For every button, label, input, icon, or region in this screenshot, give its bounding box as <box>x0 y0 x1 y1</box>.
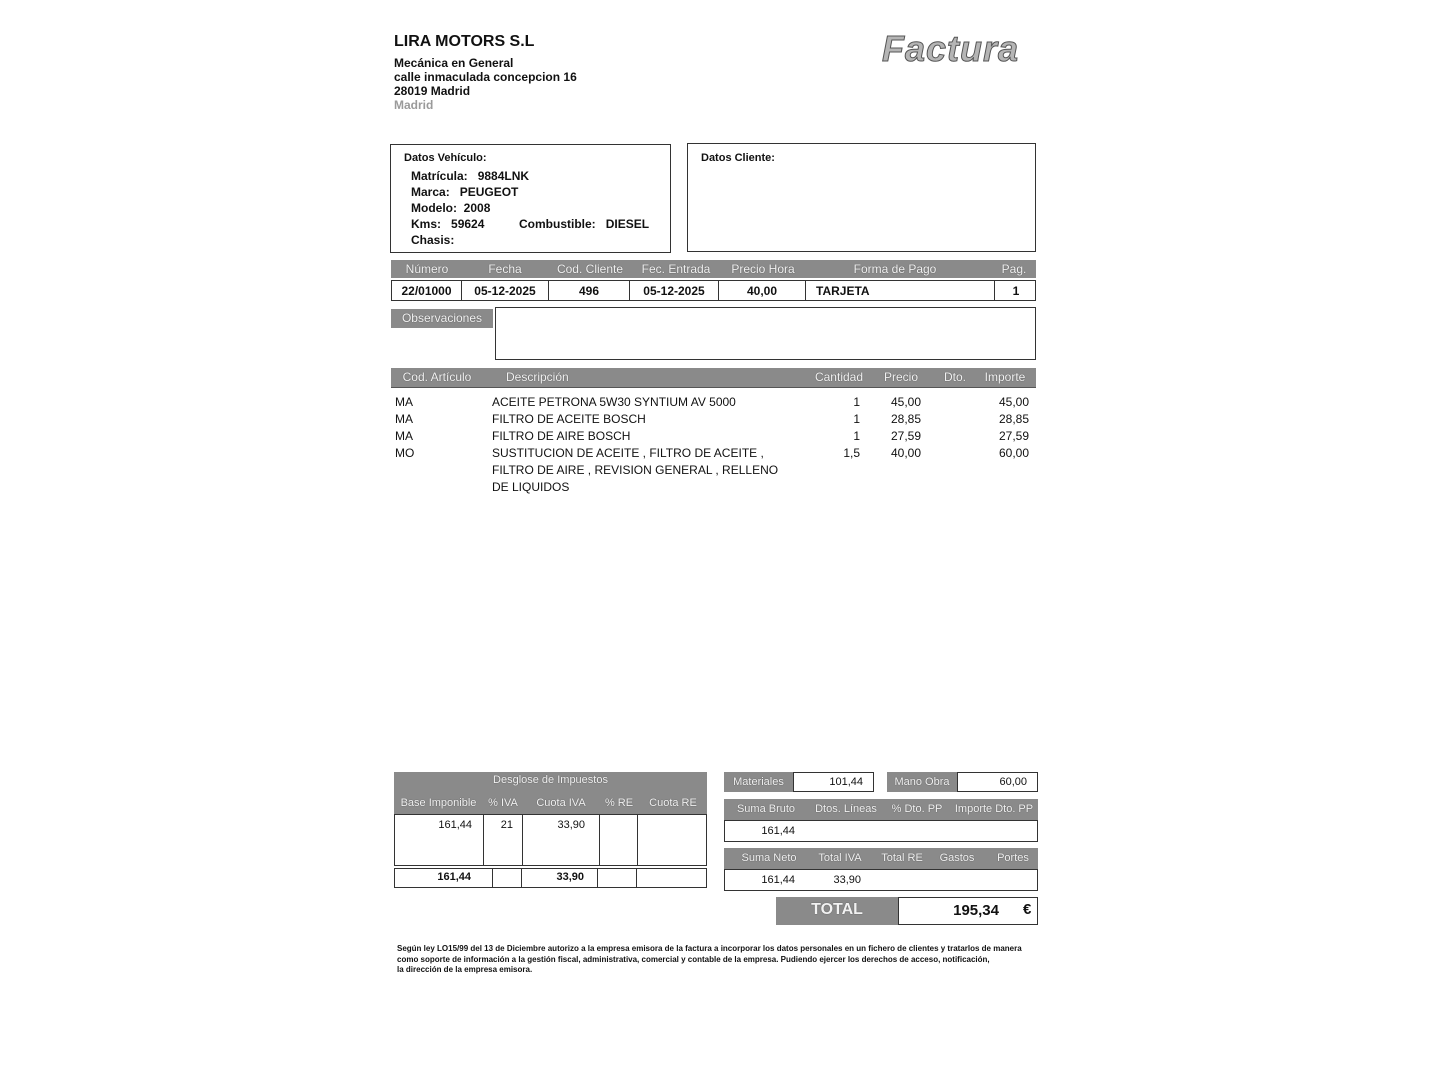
header-forma-pago: Forma de Pago <box>853 262 937 276</box>
observations-box <box>495 307 1036 360</box>
hourly-rate: 40,00 <box>719 281 806 301</box>
kms-label: Kms: <box>411 217 442 231</box>
items-header-bar <box>391 368 1036 387</box>
item-amount: 27,59 <box>998 429 1029 443</box>
tax-divider <box>637 815 638 865</box>
items-header-amount: Importe <box>984 370 1026 384</box>
vehicle-plate-row <box>411 168 529 184</box>
invoice-header-bar <box>391 260 1036 278</box>
net-header-re: Total RE <box>881 852 923 864</box>
net-total: 161,44 <box>761 874 795 886</box>
item-amount: 60,00 <box>998 446 1029 460</box>
brand-label: Marca: <box>411 185 450 199</box>
plate-value: 9884LNK <box>477 169 530 183</box>
legal-notice <box>397 944 1037 976</box>
tax-header-cuota-re: Cuota RE <box>649 797 697 809</box>
header-fec-entrada: Fec. Entrada <box>641 262 711 276</box>
gross-header-bruto: Suma Bruto <box>736 803 796 815</box>
labour-label: Mano Obra <box>887 772 957 792</box>
legal-line: Según ley LO15/99 del 13 de Diciembre autorizo a la empresa emisora de la factura a incorporar los datos personales en un fichero de clientes y tratarlos de manera <box>397 944 1022 953</box>
gross-header-dto-pp: % Dto. PP <box>891 803 943 815</box>
vehicle-fuel-row <box>519 216 649 232</box>
header-pag: Pag. <box>1001 262 1027 276</box>
list-item <box>395 428 1035 445</box>
materials-label: Materiales <box>724 772 793 792</box>
item-price: 45,00 <box>890 395 921 409</box>
net-header-portes: Portes <box>997 852 1029 864</box>
items-header-rule <box>391 387 1036 388</box>
item-quantity: 1,5 <box>843 446 860 460</box>
item-code: MA <box>395 429 413 443</box>
item-description: SUSTITUCION DE ACEITE , FILTRO DE ACEITE , <box>492 446 764 460</box>
item-amount: 28,85 <box>998 412 1029 426</box>
tax-header-block <box>394 772 707 814</box>
item-amount: 45,00 <box>998 395 1029 409</box>
item-code: MA <box>395 412 413 426</box>
header-precio-hora: Precio Hora <box>731 262 795 276</box>
list-item <box>395 411 1035 428</box>
vehicle-box <box>390 144 671 253</box>
tax-row-box <box>394 814 707 866</box>
item-quantity: 1 <box>853 395 860 409</box>
items-header-description: Descripción <box>506 370 569 384</box>
invoice-header-values <box>391 280 1036 301</box>
model-label: Modelo: <box>411 201 457 215</box>
entry-date: 05-12-2025 <box>630 281 719 301</box>
header-cod-cliente: Cod. Cliente <box>556 262 624 276</box>
vehicle-heading: Datos Vehículo: <box>404 152 487 164</box>
invoice-number: 22/01000 <box>392 281 462 301</box>
invoice-date: 05-12-2025 <box>462 281 549 301</box>
company-street: calle inmaculada concepcion 16 <box>394 70 577 84</box>
items-header-price: Precio <box>883 370 918 384</box>
items-header-code: Cod. Artículo <box>402 370 472 384</box>
company-name: LIRA MOTORS S.L <box>394 33 535 50</box>
list-item <box>395 445 1035 497</box>
total-box <box>898 897 1038 925</box>
fuel-value: DIESEL <box>605 217 650 231</box>
materials-value: 101,44 <box>793 772 874 792</box>
items-header-discount: Dto. <box>943 370 966 384</box>
gross-header-bar <box>724 799 1038 820</box>
item-quantity: 1 <box>853 429 860 443</box>
plate-label: Matrícula: <box>411 169 468 183</box>
labour-value: 60,00 <box>957 772 1038 792</box>
net-values-row <box>724 869 1038 891</box>
tax-totals-row <box>394 868 707 888</box>
items-header-quantity: Cantidad <box>814 370 864 384</box>
company-postal-city: 28019 Madrid <box>394 84 471 98</box>
net-header-bar <box>724 848 1038 869</box>
tax-iva-rate: 21 <box>500 819 513 831</box>
tax-divider <box>599 815 600 865</box>
net-header-neto: Suma Neto <box>741 852 797 864</box>
chassis-label: Chasis: <box>411 233 455 247</box>
item-description-line3: DE LIQUIDOS <box>492 480 570 494</box>
total-vat: 33,90 <box>833 874 861 886</box>
tax-total-base: 161,44 <box>437 871 471 883</box>
company-province: Madrid <box>394 98 434 112</box>
net-header-iva: Total IVA <box>818 852 862 864</box>
tax-header-re: % RE <box>604 797 634 809</box>
item-quantity: 1 <box>853 412 860 426</box>
company-activity: Mecánica en General <box>394 56 514 70</box>
legal-line: la dirección de la empresa emisora. <box>397 965 533 974</box>
page-number: 1 <box>1012 284 1020 298</box>
total-label: TOTAL <box>776 897 898 925</box>
currency-symbol: € <box>1023 901 1032 918</box>
header-fecha: Fecha <box>488 262 522 276</box>
tax-total-cuota: 33,90 <box>556 871 584 883</box>
brand-value: PEUGEOT <box>459 185 519 199</box>
client-heading: Datos Cliente: <box>701 152 775 164</box>
tax-cuota: 33,90 <box>557 819 585 831</box>
item-code: MO <box>395 446 415 460</box>
item-description-line2: FILTRO DE AIRE , REVISION GENERAL , RELLENO <box>492 463 779 477</box>
list-item <box>395 394 1035 411</box>
item-code: MA <box>395 395 413 409</box>
tax-base: 161,44 <box>438 819 472 831</box>
vehicle-kms-row <box>411 216 484 232</box>
legal-line: como soporte de información a la gestión fiscal, administrativa, comercial y contable de la empresa. Pudiendo ejercer los derechos de acceso, notificación, <box>397 954 990 964</box>
client-box <box>687 143 1036 252</box>
item-price: 28,85 <box>890 412 921 426</box>
item-description: ACEITE PETRONA 5W30 SYNTIUM AV 5000 <box>492 395 736 409</box>
kms-value: 59624 <box>451 217 485 231</box>
vehicle-brand-row <box>411 184 518 200</box>
gross-header-importe-dto: Importe Dto. PP <box>954 803 1034 815</box>
payment-method: TARJETA <box>806 281 995 301</box>
model-value: 2008 <box>463 201 491 215</box>
header-numero: Número <box>405 262 449 276</box>
tax-total-cell <box>636 869 707 887</box>
tax-header-iva: % IVA <box>488 797 518 809</box>
document-title: Factura <box>882 28 1020 69</box>
item-description: FILTRO DE ACEITE BOSCH <box>492 412 646 426</box>
fuel-label: Combustible: <box>519 217 596 231</box>
vehicle-model-row <box>411 200 490 216</box>
gross-total: 161,44 <box>761 825 795 837</box>
observations-label: Observaciones <box>391 309 493 328</box>
net-header-gastos: Gastos <box>939 852 975 864</box>
gross-values-row <box>724 820 1038 842</box>
tax-header-base: Base Imponible <box>400 797 477 809</box>
tax-title: Desglose de Impuestos <box>493 774 608 786</box>
tax-header-cuota-iva: Cuota IVA <box>536 797 586 809</box>
grand-total: 195,34 <box>953 902 999 919</box>
item-price: 27,59 <box>890 429 921 443</box>
client-code: 496 <box>549 281 630 301</box>
gross-header-dtos: Dtos. Líneas <box>815 803 877 815</box>
item-description: FILTRO DE AIRE BOSCH <box>492 429 631 443</box>
item-price: 40,00 <box>890 446 921 460</box>
